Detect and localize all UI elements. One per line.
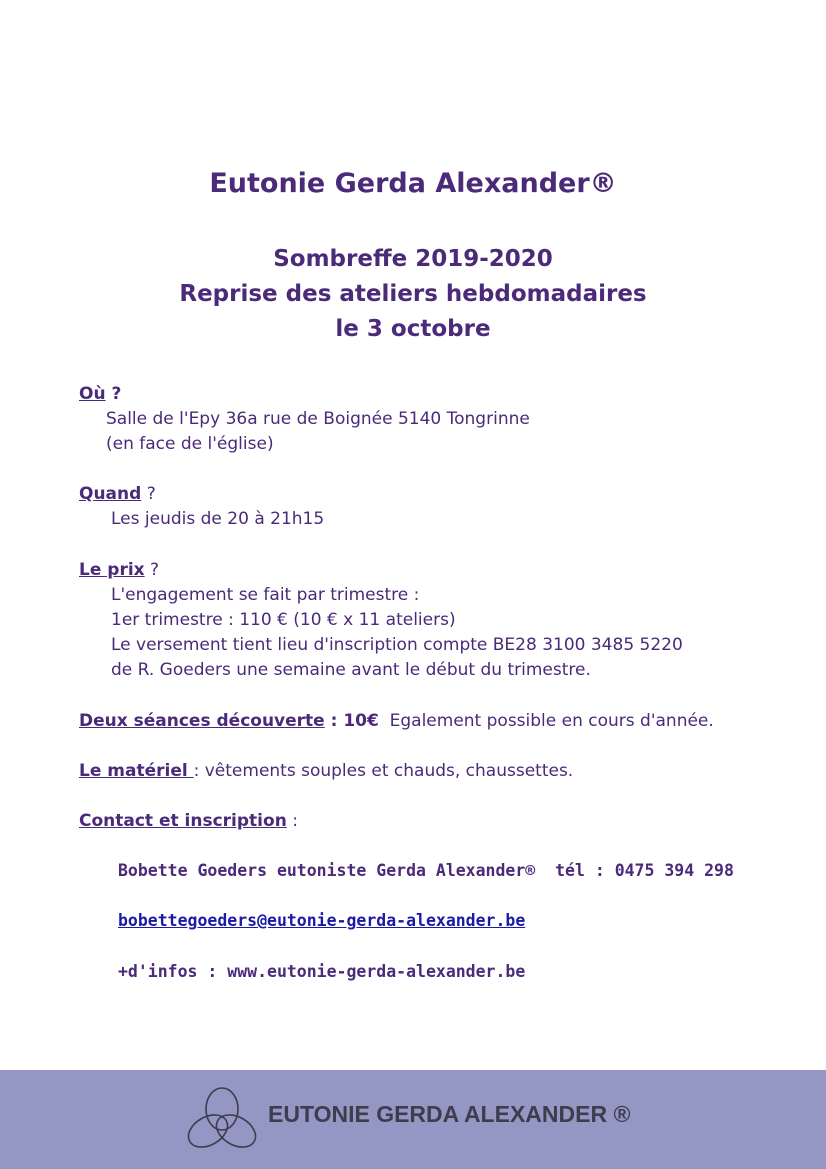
section-decouverte xyxy=(79,711,714,731)
section-materiel xyxy=(79,761,573,781)
section-ou-heading xyxy=(79,384,121,404)
prix-line-4: de R. Goeders une semaine avant le début du trimestre. xyxy=(111,660,591,680)
contact-website: +d'infos : www.eutonie-gerda-alexander.be xyxy=(118,962,526,981)
materiel-label: Le matériel xyxy=(79,761,194,781)
prix-label: Le prix xyxy=(79,560,145,580)
footer-brand: EUTONIE GERDA ALEXANDER ® xyxy=(268,1101,631,1127)
contact-label: Contact et inscription xyxy=(79,811,287,831)
quand-schedule: Les jeudis de 20 à 21h15 xyxy=(111,509,325,529)
ou-address: Salle de l'Epy 36a rue de Boignée 5140 Tongrinne xyxy=(106,409,530,429)
prix-line-2: 1er trimestre : 110 € (10 € x 11 ateliers) xyxy=(111,610,456,630)
quand-suffix: ? xyxy=(141,484,156,504)
ou-suffix: ? xyxy=(105,384,122,404)
prix-line-3: Le versement tient lieu d'inscription compte BE28 3100 3485 5220 xyxy=(111,635,683,655)
contact-suffix: : xyxy=(286,811,298,831)
section-contact-heading xyxy=(79,811,298,831)
subtitle-location-year: Sombreffe 2019-2020 xyxy=(273,246,553,272)
ou-label: Où xyxy=(79,384,106,404)
materiel-text: : vêtements souples et chauds, chaussettes. xyxy=(193,761,574,781)
section-prix-heading xyxy=(79,560,159,580)
decouverte-text: Egalement possible en cours d'année. xyxy=(378,711,714,731)
contact-name-phone: Bobette Goeders eutoniste Gerda Alexander® tél : 0475 394 298 xyxy=(118,861,734,880)
prix-line-1: L'engagement se fait par trimestre : xyxy=(111,585,420,605)
contact-email-link[interactable]: bobettegoeders@eutonie-gerda-alexander.be xyxy=(118,911,526,930)
decouverte-label: Deux séances découverte xyxy=(79,711,325,731)
triple-loop-logo-icon xyxy=(184,1085,260,1155)
subtitle-reprise: Reprise des ateliers hebdomadaires xyxy=(179,281,647,307)
prix-suffix: ? xyxy=(144,560,160,580)
quand-label: Quand xyxy=(79,484,142,504)
page-title: Eutonie Gerda Alexander® xyxy=(209,168,617,199)
subtitle-date: le 3 octobre xyxy=(335,316,491,342)
decouverte-price: : 10€ xyxy=(324,711,379,731)
ou-address-note: (en face de l'église) xyxy=(106,434,274,454)
section-quand-heading xyxy=(79,484,156,504)
